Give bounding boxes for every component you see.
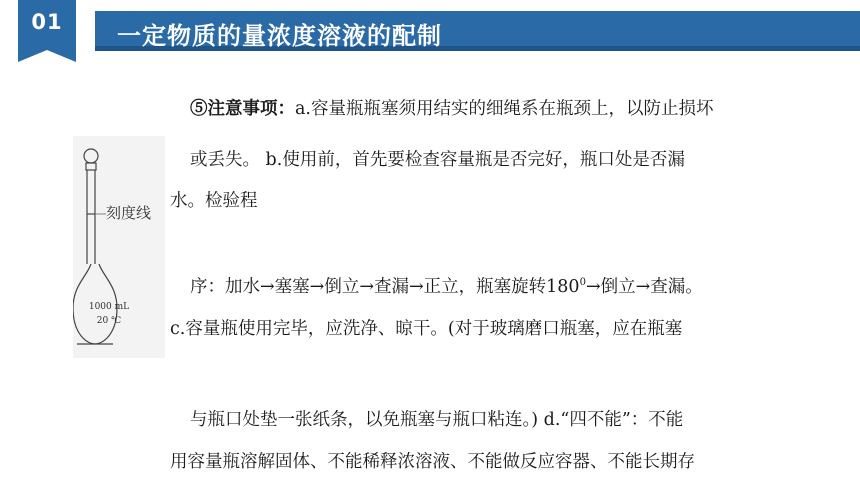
text-line-6: 与瓶口处垫一张纸条，以免瓶塞与瓶口粘连。) d.“四不能”：不能	[190, 410, 684, 430]
flask-temperature-label: 20 ℃	[96, 316, 122, 326]
text-line-5: c.容量瓶使用完毕，应洗净、晾干。(对于玻璃磨口瓶塞，应在瓶塞	[170, 319, 683, 339]
volumetric-flask-figure	[73, 136, 165, 358]
title-bar	[95, 11, 860, 51]
text-line-1	[190, 95, 714, 120]
text-line-3: 水。检验程	[170, 191, 258, 211]
page-title: 一定物质的量浓度溶液的配制	[117, 22, 442, 50]
degree-superscript: 0	[579, 277, 586, 289]
text-line-7: 用容量瓶溶解固体、不能稀释浓溶液、不能做反应容器、不能长期存	[170, 452, 695, 472]
text-line-2: 或丢失。 b.使用前，首先要检查容量瓶是否完好，瓶口处是否漏	[190, 150, 685, 170]
text-line-4-tail: →倒立→查漏。	[585, 277, 703, 297]
graduation-mark-label: 刻度线	[106, 204, 152, 222]
text-line-4	[190, 273, 703, 298]
notes-heading: ⑤注意事项：	[190, 99, 295, 119]
text-line-4-body: 序：加水→塞塞→倒立→查漏→正立，瓶塞旋转180	[190, 277, 580, 297]
flask-volume-label: 1000 mL	[88, 302, 130, 312]
text-line-1-body: a.容量瓶瓶塞须用结实的细绳系在瓶颈上，以防止损坏	[295, 99, 714, 119]
section-number: 01	[31, 10, 63, 34]
section-number-badge	[18, 0, 76, 62]
